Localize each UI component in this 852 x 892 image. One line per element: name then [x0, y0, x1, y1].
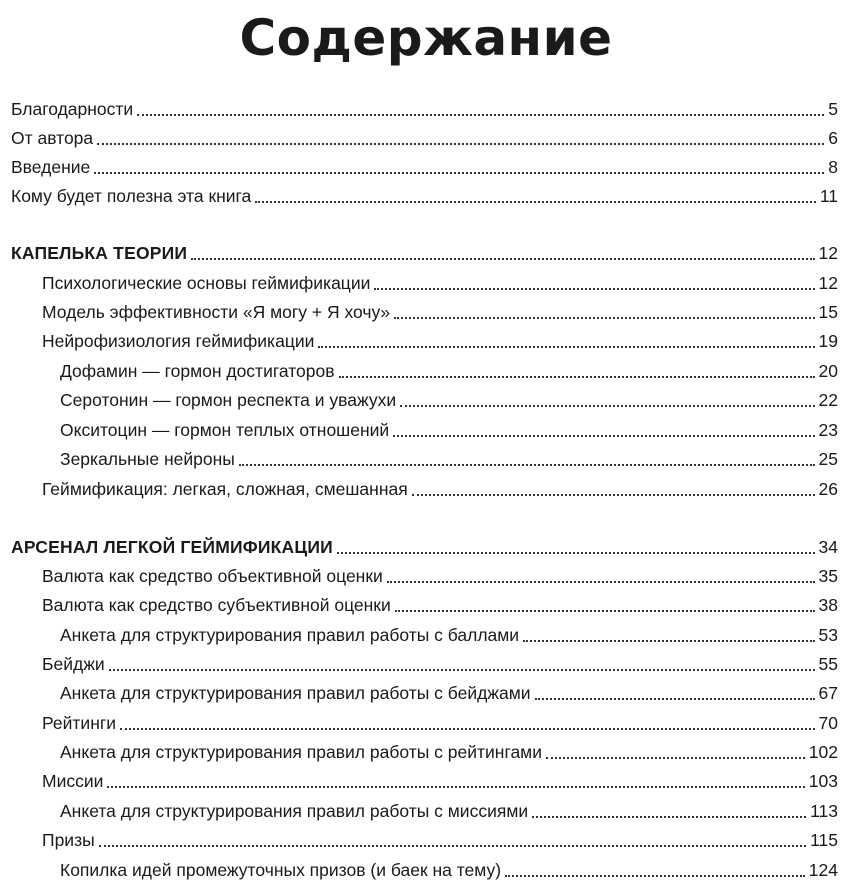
dot-leader — [535, 680, 815, 700]
dot-leader — [393, 417, 814, 437]
toc-page-number: 15 — [818, 302, 838, 322]
toc-item-psychological-foundations[interactable] — [0, 270, 852, 296]
toc-item-badges-questionnaire[interactable] — [0, 680, 852, 706]
toc-item-title: Кому будет полезна эта книга — [11, 186, 252, 206]
toc-item-currency-subjective[interactable] — [0, 592, 852, 618]
toc-item-title: Введение — [11, 157, 91, 177]
toc-item-title: Валюта как средство субъективной оценки — [42, 595, 391, 615]
dot-leader — [412, 476, 815, 496]
toc-page-number: 12 — [818, 243, 838, 263]
toc-item-ratings-questionnaire[interactable] — [0, 739, 852, 765]
dot-leader — [374, 270, 814, 290]
toc-item-title: Рейтинги — [42, 713, 117, 733]
toc-item-prize-ideas[interactable] — [0, 857, 852, 883]
dot-leader — [394, 299, 814, 319]
toc-item-dopamine[interactable] — [0, 358, 852, 384]
toc-page-number: 22 — [818, 390, 838, 410]
toc-item-title: От автора — [11, 128, 94, 148]
dot-leader — [239, 446, 815, 466]
toc-item-title: Геймификация: легкая, сложная, смешанная — [42, 479, 408, 499]
dot-leader — [339, 358, 815, 378]
toc-page-number: 34 — [818, 537, 838, 557]
toc-page-number: 70 — [818, 713, 838, 733]
toc-item-serotonin[interactable] — [0, 387, 852, 413]
toc-item-from-author[interactable] — [0, 125, 852, 151]
toc-item-title: Дофамин — гормон достигаторов — [60, 361, 335, 381]
dot-leader — [191, 240, 814, 260]
toc-page-number: 20 — [818, 361, 838, 381]
toc-item-title: Копилка идей промежуточных призов (и баек на тему) — [60, 860, 502, 880]
toc-item-title: Призы — [42, 830, 95, 850]
toc-item-acknowledgements[interactable] — [0, 96, 852, 122]
toc-page-number: 103 — [808, 771, 838, 791]
toc-page-number: 113 — [810, 801, 838, 821]
toc-item-title: Валюта как средство объективной оценки — [42, 566, 383, 586]
toc-page-number: 23 — [818, 420, 838, 440]
toc-section-title: КАПЕЛЬКА ТЕОРИИ — [11, 243, 188, 263]
toc-item-title: Модель эффективности «Я могу + Я хочу» — [42, 302, 391, 322]
toc-item-title: Благодарности — [11, 99, 134, 119]
toc-item-currency-objective[interactable] — [0, 563, 852, 589]
toc-page-number: 5 — [828, 99, 838, 119]
toc-page-number: 124 — [808, 860, 838, 880]
toc-page-number: 67 — [818, 683, 838, 703]
toc-item-missions-questionnaire[interactable] — [0, 798, 852, 824]
toc-page-number: 6 — [828, 128, 838, 148]
dot-leader — [99, 827, 806, 847]
dot-leader — [387, 563, 815, 583]
toc-page-number: 35 — [818, 566, 838, 586]
toc-section-arsenal[interactable] — [0, 534, 852, 560]
dot-leader — [137, 96, 824, 116]
toc-item-badges[interactable] — [0, 651, 852, 677]
toc-item-audience[interactable] — [0, 183, 852, 209]
toc-page-number: 38 — [818, 595, 838, 615]
dot-leader — [532, 798, 806, 818]
toc-item-title: Анкета для структурирования правил работы с бейджами — [60, 683, 531, 703]
toc-item-title: Психологические основы геймификации — [42, 273, 371, 293]
dot-leader — [318, 328, 814, 348]
toc-page-number: 8 — [828, 157, 838, 177]
toc-page-number: 25 — [818, 449, 838, 469]
toc-item-title: Анкета для структурирования правил работы с баллами — [60, 625, 520, 645]
toc-section-theory[interactable] — [0, 240, 852, 266]
toc-item-title: Анкета для структурирования правил работы с рейтингами — [60, 742, 542, 762]
toc-item-prizes[interactable] — [0, 827, 852, 853]
toc-page-number: 102 — [808, 742, 838, 762]
dot-leader — [255, 183, 816, 203]
toc-page-number: 55 — [818, 654, 838, 674]
dot-leader — [400, 387, 814, 407]
toc-section-title: АРСЕНАЛ ЛЕГКОЙ ГЕЙМИФИКАЦИИ — [11, 537, 333, 557]
toc-page-number: 19 — [818, 331, 838, 351]
dot-leader — [120, 710, 815, 730]
dot-leader — [523, 622, 814, 642]
toc-item-introduction[interactable] — [0, 154, 852, 180]
dot-leader — [109, 651, 815, 671]
toc-item-gamification-types[interactable] — [0, 476, 852, 502]
toc-item-title: Нейрофизиология геймификации — [42, 331, 315, 351]
toc-item-neurophysiology[interactable] — [0, 328, 852, 354]
toc-item-mirror-neurons[interactable] — [0, 446, 852, 472]
toc-page-number: 53 — [818, 625, 838, 645]
toc-item-missions[interactable] — [0, 768, 852, 794]
page-title: Содержание — [239, 9, 613, 67]
dot-leader — [107, 768, 804, 788]
toc-item-oxytocin[interactable] — [0, 417, 852, 443]
toc-item-title: Окситоцин — гормон теплых отношений — [60, 420, 390, 440]
dot-leader — [505, 857, 805, 877]
toc-page-number: 115 — [810, 830, 838, 850]
toc-item-title: Миссии — [42, 771, 104, 791]
toc-item-ratings[interactable] — [0, 710, 852, 736]
toc-page-number: 11 — [819, 186, 838, 206]
toc-page-number: 12 — [818, 273, 838, 293]
toc-page-number: 26 — [818, 479, 838, 499]
toc-item-title: Бейджи — [42, 654, 105, 674]
toc-item-title: Зеркальные нейроны — [60, 449, 235, 469]
dot-leader — [97, 125, 824, 145]
toc-item-points-questionnaire[interactable] — [0, 622, 852, 648]
dot-leader — [546, 739, 805, 759]
dot-leader — [395, 592, 815, 612]
toc-item-efficiency-model[interactable] — [0, 299, 852, 325]
toc-item-title: Серотонин — гормон респекта и уважухи — [60, 390, 397, 410]
toc-item-title: Анкета для структурирования правил работы с миссиями — [60, 801, 529, 821]
dot-leader — [337, 534, 815, 554]
dot-leader — [94, 154, 824, 174]
